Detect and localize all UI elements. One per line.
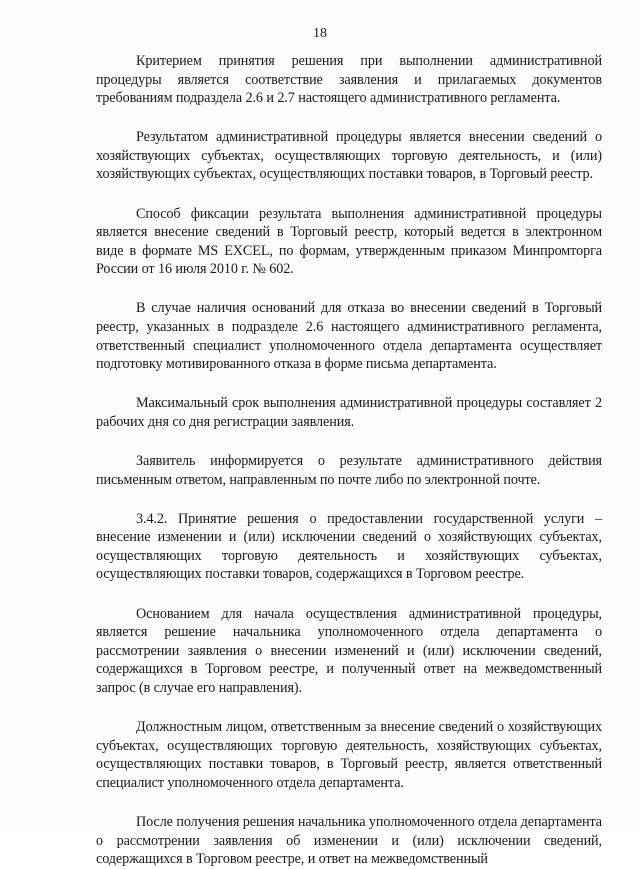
page-number: 18 bbox=[313, 26, 327, 41]
paragraph-max-duration: Максимальный срок выполнения административной процедуры составляет 2 рабочих дня со дня регистрации заявления. bbox=[96, 395, 602, 430]
paragraph-procedure-basis: Основанием для начала осуществления административной процедуры, является решение начальника уполномоченного отдела департамента о рассмотрении заявления о внесении изменений и (или) исключении сведений, содержащихся в Торговом реестре, и полученный ответ на межведомственный запрос (в случае его направления). bbox=[96, 605, 602, 696]
paragraph-responsible-official: Должностным лицом, ответственным за внесение сведений о хозяйствующих субъектах, осуществляющих торговую деятельность, хозяйствующих субъектах, осуществляющих поставки товаров, в Торговый реестр, является ответственный специалист уполномоченного отдела департамента. bbox=[96, 719, 602, 791]
paragraph-refusal-grounds: В случае наличия оснований для отказа во внесении сведений в Торговый реестр, указанных в подразделе 2.6 настоящего административного регламента, ответственный специалист уполномоченного отдела департамента осуществляет подготовку мотивированного отказа в форме письма департамента. bbox=[96, 300, 602, 373]
document-body bbox=[96, 52, 602, 869]
paragraph-after-decision: После получения решения начальника уполномоченного отдела департамента о рассмотрении заявления об изменении и (или) исключении сведений, содержащихся в Торговом реестре, и ответ на межведомственный bbox=[96, 813, 602, 868]
paragraph-acceptance-criterion: Критерием принятия решения при выполнении административной процедуры является соответствие заявления и прилагаемых документов требованиям подраздела 2.6 и 2.7 настоящего административного регламента. bbox=[96, 53, 602, 107]
paragraph-procedure-result: Результатом административной процедуры является внесении сведений о хозяйствующих субъектах, осуществляющих торговую деятельность, и (или) хозяйствующих субъектах, осуществляющих поставки товаров, в Торговый реестр. bbox=[96, 129, 602, 183]
paragraph-section-3-4-2: 3.4.2. Принятие решения о предоставлении государственной услуги – внесение изменении и (или) исключении сведений о хозяйствующих субъектах, осуществляющих торговую деятельность и хозяйствующих субъектах, осуществляющих поставки товаров, содержащихся в Торговом реестре. bbox=[96, 510, 602, 583]
paragraph-applicant-notification: Заявитель информируется о результате административного действия письменным ответом, направленным по почте либо по электронной почте. bbox=[96, 453, 602, 488]
paragraph-recording-method: Способ фиксации результата выполнения административной процедуры является внесение сведений в Торговый реестр, который ведется в электронном виде в формате MS EXCEL, по формам, утвержденным приказом Минпромторга России от 16 июля 2010 г. № 602. bbox=[96, 205, 602, 278]
